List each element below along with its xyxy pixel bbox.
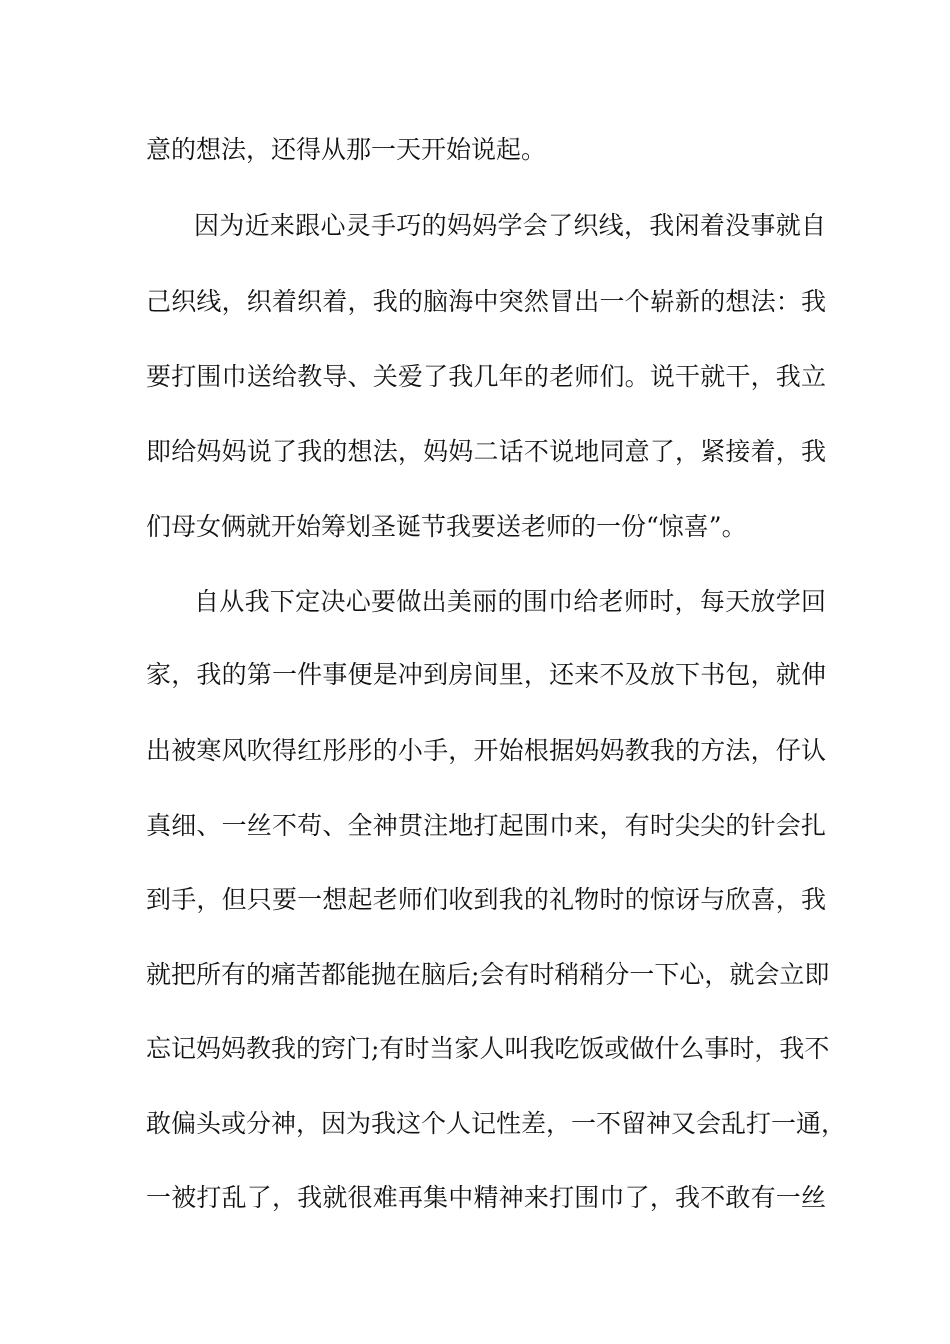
text-line: 家，我的第一件事便是冲到房间里，还来不及放下书包，就伸: [146, 660, 826, 689]
text-line: 即给妈妈说了我的想法，妈妈二话不说地同意了，紧接着，我: [146, 437, 826, 466]
paragraph-first-line: 自从我下定决心要做出美丽的围巾给老师时，每天放学回: [194, 587, 826, 616]
text-line: 一被打乱了，我就很难再集中精神来打围巾了，我不敢有一丝: [146, 1183, 826, 1212]
text-line: 己织线，织着织着，我的脑海中突然冒出一个崭新的想法：我: [146, 287, 826, 316]
text-line: 忘记妈妈教我的窍门;有时当家人叫我吃饭或做什么事时，我不: [146, 1034, 830, 1063]
text-line: 敢偏头或分神，因为我这个人记性差，一不留神又会乱打一通，: [146, 1109, 847, 1138]
text-line: 意的想法，还得从那一天开始说起。: [146, 135, 547, 164]
text-line: 们母女俩就开始筹划圣诞节我要送老师的一份“惊喜”。: [146, 512, 747, 541]
text-line: 到手，但只要一想起老师们收到我的礼物时的惊讶与欣喜，我: [146, 885, 826, 914]
text-line: 要打围巾送给教导、关爱了我几年的老师们。说干就干，我立: [146, 362, 826, 391]
text-line: 就把所有的痛苦都能抛在脑后;会有时稍稍分一下心，就会立即: [146, 960, 830, 989]
text-line: 真细、一丝不苟、全神贯注地打起围巾来，有时尖尖的针会扎: [146, 811, 826, 840]
paragraph-first-line: 因为近来跟心灵手巧的妈妈学会了织线，我闲着没事就自: [194, 211, 826, 240]
text-line: 出被寒风吹得红彤彤的小手，开始根据妈妈教我的方法，仔认: [146, 736, 826, 765]
